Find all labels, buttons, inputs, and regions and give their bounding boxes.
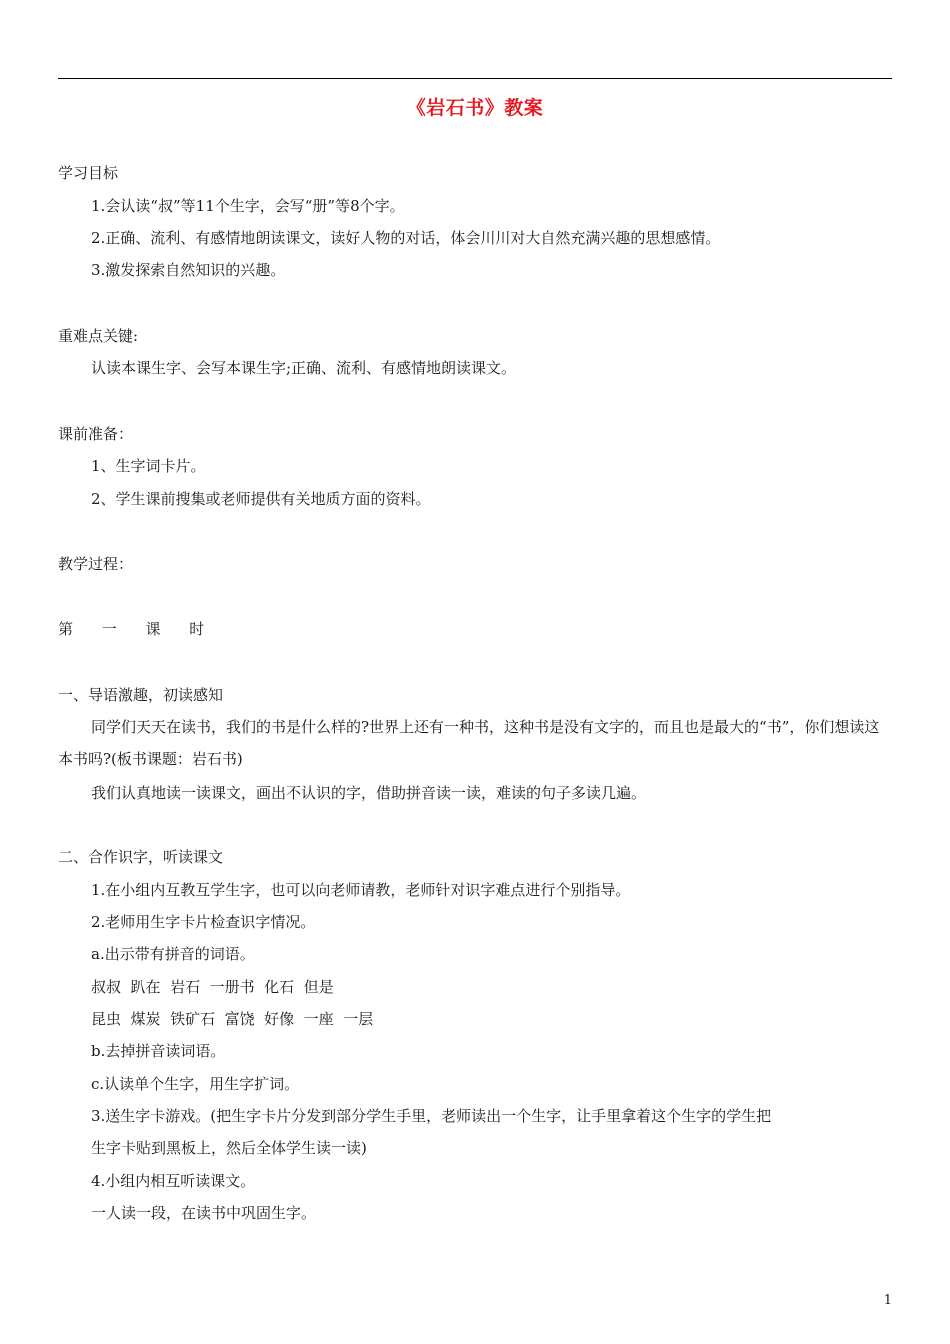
part2-line-9: 生字卡贴到黑板上，然后全体学生读一读) — [91, 1139, 367, 1157]
key-points-heading: 重难点关键: — [58, 327, 139, 345]
preparation-item-1: 1、生字词卡片。 — [91, 457, 206, 475]
part2-line-7: c.认读单个生字，用生字扩词。 — [91, 1075, 300, 1093]
document-title: 《岩石书》教案 — [406, 97, 544, 119]
goal-item-2: 2.正确、流利、有感情地朗读课文，读好人物的对话，体会川川对大自然充满兴趣的思想感情。 — [91, 229, 721, 247]
part2-line-10: 4.小组内相互听读课文。 — [91, 1172, 256, 1190]
part1-paragraph-1: 同学们天天在读书，我们的书是什么样的?世界上还有一种书，这种书是没有文字的，而且也是最大的“书”，你们想读这本书吗?(板书课题：岩石书) — [58, 718, 880, 768]
key-points-text: 认读本课生字、会写本课生字;正确、流利、有感情地朗读课文。 — [91, 359, 517, 377]
part2-word-list-2: 昆虫 煤炭 铁矿石 富饶 好像 一座 一层 — [91, 1010, 374, 1028]
goals-heading: 学习目标 — [58, 164, 119, 182]
header-rule — [58, 78, 892, 79]
preparation-item-2: 2、学生课前搜集或老师提供有关地质方面的资料。 — [91, 490, 431, 508]
process-heading: 教学过程： — [58, 555, 134, 573]
part2-line-11: 一人读一段，在读书中巩固生字。 — [91, 1204, 317, 1222]
part1-paragraph-2: 我们认真地读一读课文，画出不认识的字，借助拼音读一读，难读的句子多读几遍。 — [91, 784, 647, 802]
part2-line-8: 3.送生字卡游戏。(把生字卡片分发到部分学生手里，老师读出一个生字，让手里拿着这个生字的学生把 — [91, 1107, 772, 1125]
goal-item-1: 1.会认读“叔”等11个生字，会写“册”等8个字。 — [91, 197, 405, 215]
part2-heading: 二、合作识字，听读课文 — [58, 848, 224, 866]
part2-line-6: b.去掉拼音读词语。 — [91, 1042, 226, 1060]
part2-word-list-1: 叔叔 趴在 岩石 一册书 化石 但是 — [91, 978, 334, 996]
part2-line-3: a.出示带有拼音的词语。 — [91, 945, 255, 963]
period-title: 第 一 课 时 — [58, 620, 217, 638]
part2-line-2: 2.老师用生字卡片检查识字情况。 — [91, 913, 316, 931]
part1-heading: 一、导语激趣，初读感知 — [58, 686, 224, 704]
part2-line-1: 1.在小组内互教互学生字，也可以向老师请教，老师针对识字难点进行个别指导。 — [91, 881, 631, 899]
preparation-heading: 课前准备： — [58, 425, 134, 443]
page-number: 1 — [883, 1293, 892, 1308]
goal-item-3: 3.激发探索自然知识的兴趣。 — [91, 261, 286, 279]
